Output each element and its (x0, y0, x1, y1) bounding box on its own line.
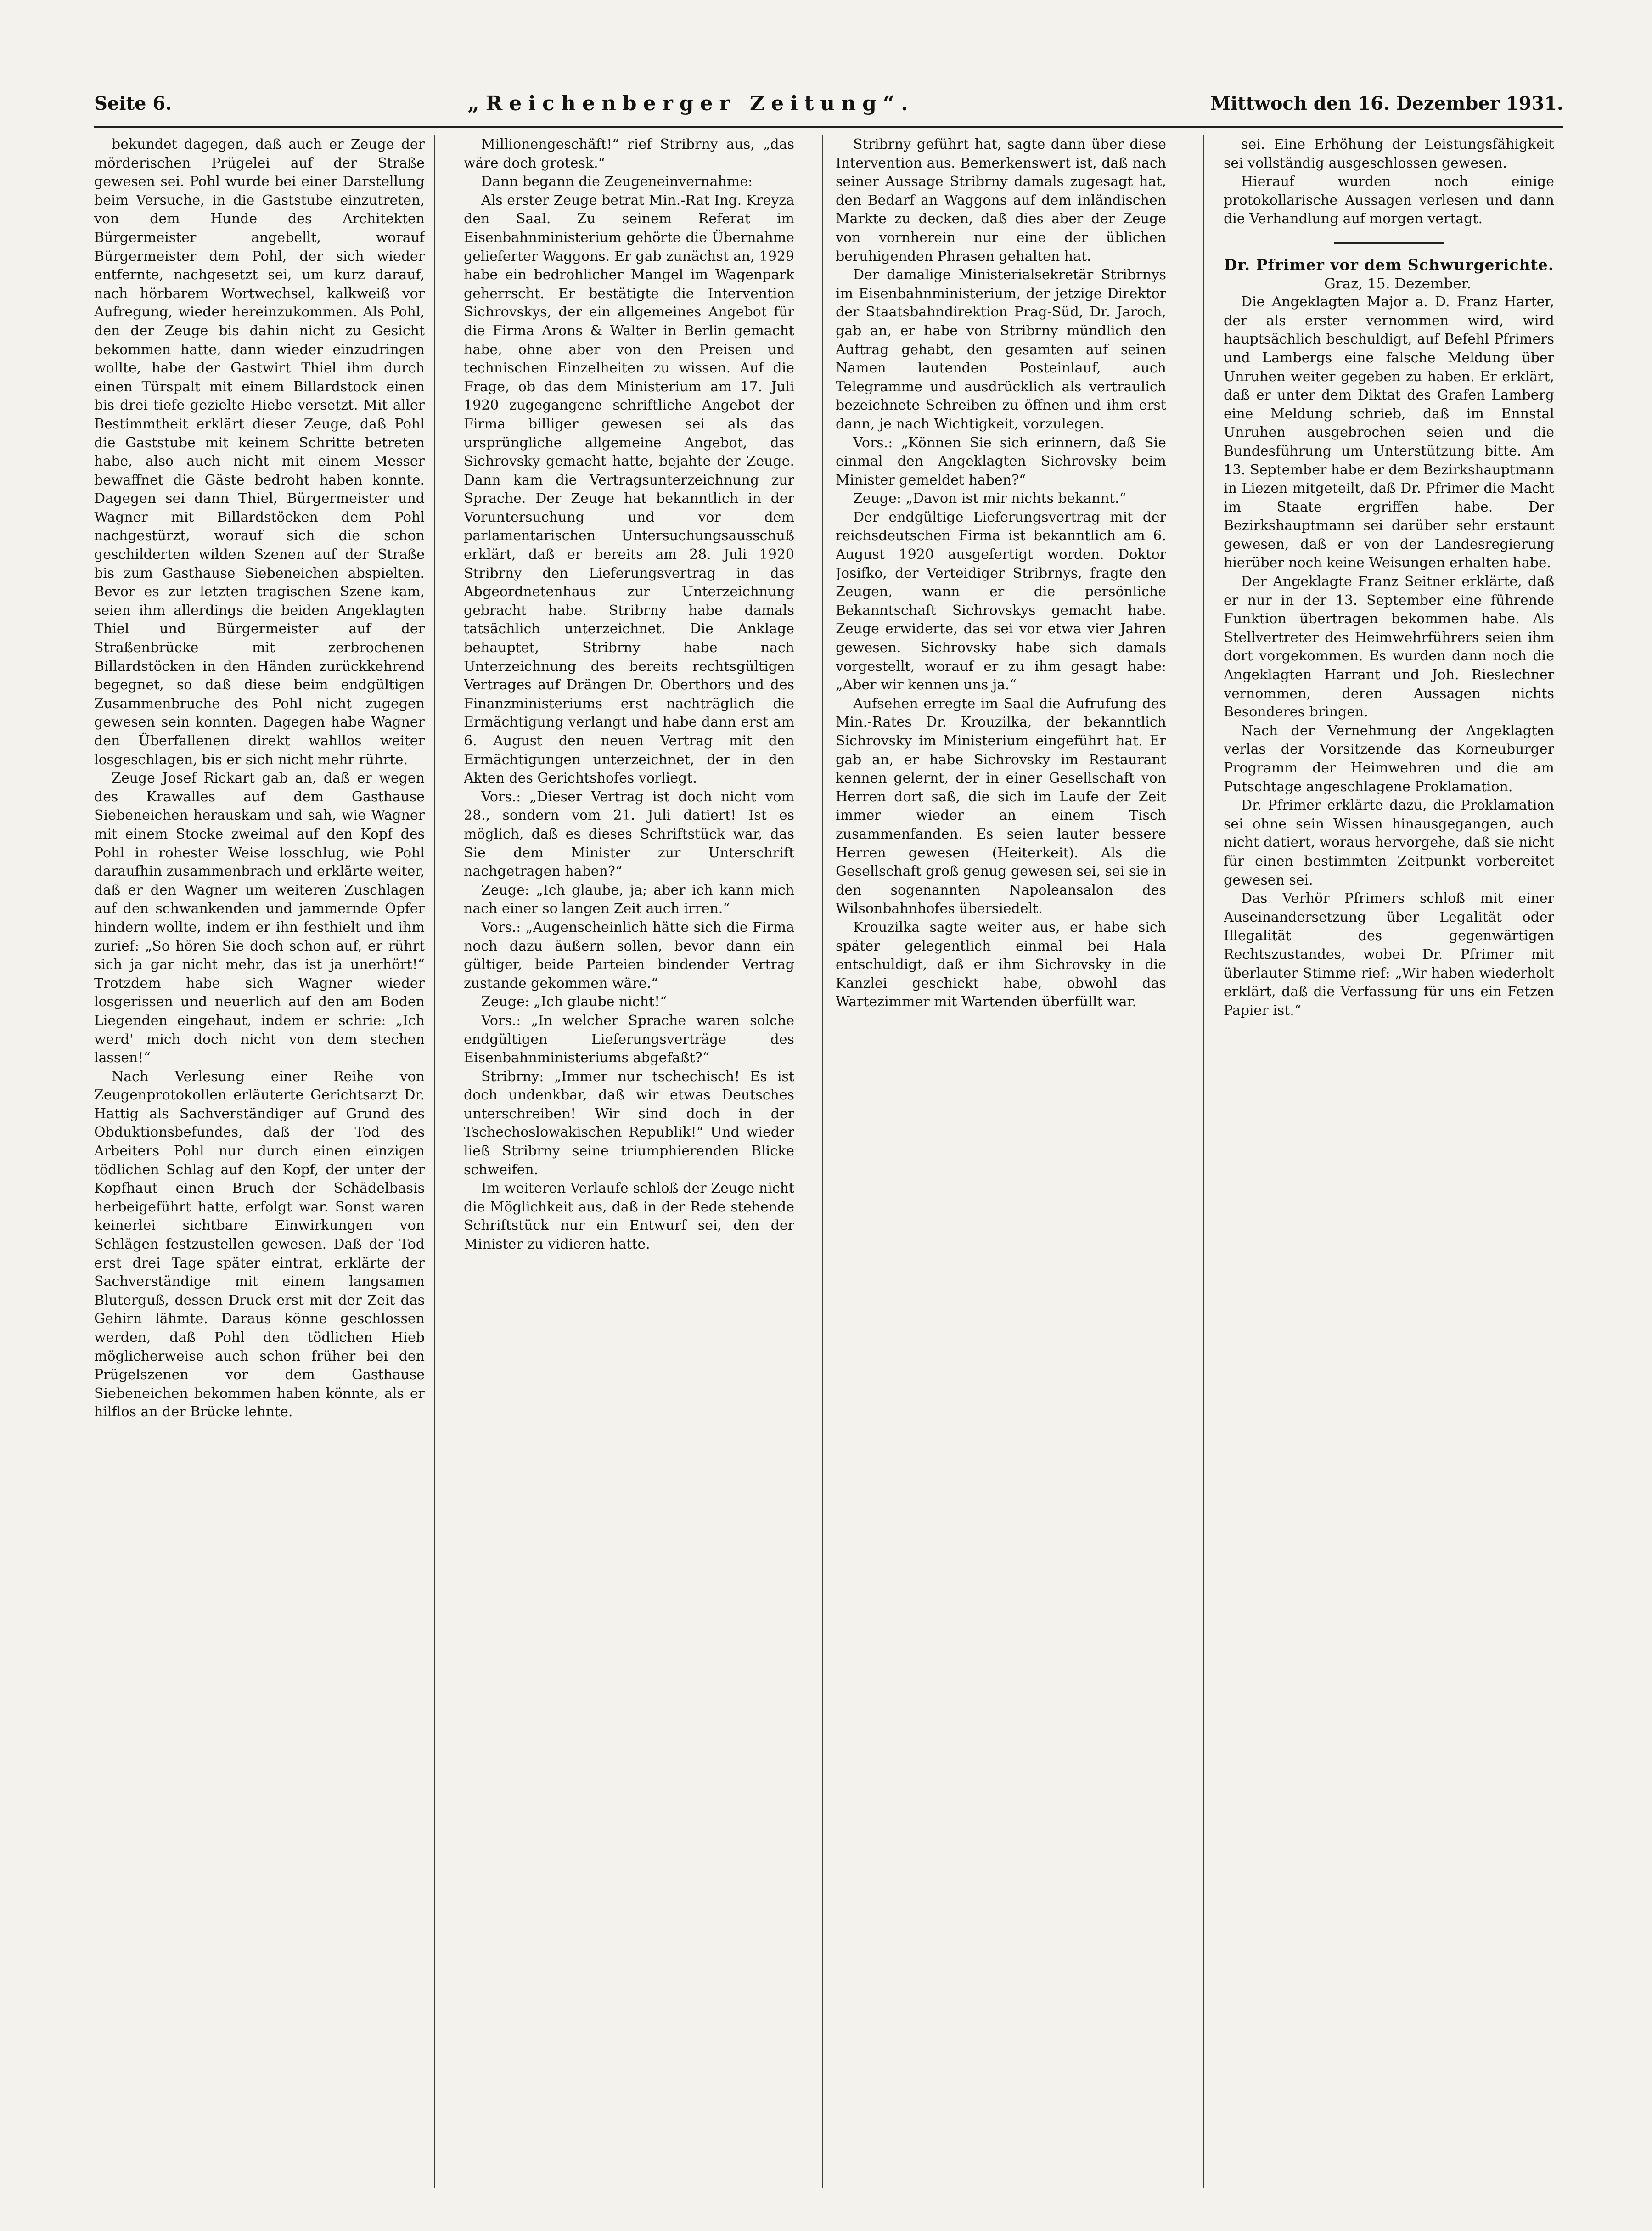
paragraph: Stribrny geführt hat, sagte dann über diese Intervention aus. Bemerkenswert ist, daß nach seiner Aussage Stribrny damals zugesagt hat, den Bedarf an Waggons auf dem inländischen Markte zu decken, daß dies aber der Zeuge von vornherein nur eine der üblichen beruhigenden Phrasen gehalten hat. (836, 136, 1166, 265)
column-2 (464, 135, 794, 2193)
paragraph: Die Angeklagten Major a. D. Franz Harter, der als erster vernommen wird, wird hauptsächlich beschuldigt, auf Befehl Pfrimers und Lambergs eine falsche Meldung über Unruhen weiter gegeben zu haben. Er erklärt, daß er unter dem Diktat des Grafen Lamberg eine Meldung schrieb, daß im Ennstal Unruhen ausgebrochen seien und die Bundesführung um Unterstützung bitte. Am 13. September habe er dem Bezirkshauptmann in Liezen mitgeteilt, daß Dr. Pfrimer die Macht im Staate ergriffen habe. Der Bezirkshauptmann sei darüber sehr erstaunt gewesen, daß er von der Landesregierung hierüber noch keine Weisungen erhalten habe. (1224, 294, 1554, 571)
column-3 (836, 135, 1166, 2193)
paragraph: Der Angeklagte Franz Seitner erklärte, daß er nur in der 13. September eine führende Funktion übertragen bekommen habe. Als Stellvertreter des Heimwehrführers seien ihm dort vorgekommen. Es wurden dann noch die Angeklagten Harrant und Joh. Rieslechner vernommen, deren Aussagen nichts Besonderes bringen. (1224, 574, 1554, 721)
paragraph: Vors.: „Können Sie sich erinnern, daß Sie einmal den Angeklagten Sichrovsky beim Minister gemeldet haben?“ (836, 434, 1166, 488)
paragraph: Vors.: „Augenscheinlich hätte sich die Firma noch dazu äußern sollen, bevor dann ein gültiger, beide Parteien bindender Vertrag zustande gekommen wäre.“ (464, 919, 794, 992)
paragraph: Dann begann die Zeugeneinvernahme: (481, 174, 753, 190)
paragraph: Nach Verlesung einer Reihe von Zeugenprotokollen erläuterte Gerichtsarzt Dr. Hattig als Sachverständiger auf Grund des Obduktionsbefundes, daß der Tod des Arbeiters Pohl nur durch einen einzigen tödlichen Schlag auf den Kopf, der unter der Kopfhaut einen Bruch der Schädelbasis herbeigeführt hatte, erfolgt war. Sonst waren keinerlei sichtbare Einwirkungen von Schlägen festzustellen gewesen. Daß der Tod erst drei Tage später eintrat, erklärte der Sachverständige mit einem langsamen Bluterguß, dessen Druck erst mit der Zeit das Gehirn lähmte. Daraus könne geschlossen werden, daß Pohl den tödlichen Hieb möglicherweise auch schon früher bei den Prügelszenen vor dem Gasthause Siebeneichen bekommen haben könnte, als er hilflos an der Brücke lehnte. (94, 1068, 425, 1420)
column-divider (434, 135, 435, 2188)
paragraph: Zeuge: „Ich glaube, ja; aber ich kann mich nach einer so langen Zeit auch irren.“ (464, 882, 794, 917)
article-separator (1334, 242, 1444, 244)
paragraph: Vors.: „In welcher Sprache waren solche endgültigen Lieferungsverträge des Eisenbahnministeriums abgefaßt?“ (464, 1012, 794, 1066)
paragraph: Hierauf wurden noch einige protokollarische Aussagen verlesen und dann die Verhandlung auf morgen vertagt. (1224, 174, 1554, 227)
paragraph: bekundet dagegen, daß auch er Zeuge der mörderischen Prügelei auf der Straße gewesen sei. Pohl wurde bei einer Darstellung beim Versuche, in die Gaststube einzutreten, von dem Hunde des Architekten Bürgermeister angebellt, worauf Bürgermeister dem Pohl, der sich wieder entfernte, nachgesetzt sei, um kurz darauf, nach hörbarem Wortwechsel, kalkweiß vor Aufregung, wieder hereinzukommen. Als Pohl, den der Zeuge bis dahin nicht zu Gesicht bekommen hatte, dann wieder einzudringen wollte, habe der Gastwirt Thiel ihm durch einen Türspalt mit einem Billardstock einen bis drei tiefe gezielte Hiebe versetzt. Mit aller Bestimmtheit erklärt dieser Zeuge, daß Pohl die Gaststube mit keinem Schritte betreten habe, also auch nicht mit einem Messer bewaffnet die Gäste bedroht haben konnte. Dagegen sei dann Thiel, Bürgermeister und Wagner mit Billardstöcken dem Pohl nachgestürzt, worauf sich die schon geschilderten wilden Szenen auf der Straße bis zum Gasthause Siebeneichen abspielten. Bevor es zur letzten tragischen Szene kam, seien ihm allerdings die beiden Angeklagten Thiel und Bürgermeister auf der Straßenbrücke mit zerbrochenen Billardstöcken in den Händen zurückkehrend begegnet, so daß diese beim endgültigen Zusammenbruche des Pohl nicht zugegen gewesen sein konnten. Dagegen habe Wagner den Überfallenen direkt wahllos weiter losgeschlagen, bis er sich nicht mehr rührte. (94, 136, 425, 768)
paragraph: Zeuge Josef Rickart gab an, daß er wegen des Krawalles auf dem Gasthause Siebeneichen herauskam und sah, wie Wagner mit einem Stocke zweimal auf den Kopf des Pohl in rohester Weise losschlug, wie Pohl daraufhin zusammenbrach und erklärte weiter, daß er den Wagner um weiteren Zuschlagen auf den schwankenden und jammernde Opfer hindern wollte, indem er ihn festhielt und ihm zurief: „So hören Sie doch schon auf, er rührt sich ja gar nicht mehr, das ist ja unerhört!“ Trotzdem habe sich Wagner wieder losgerissen und neuerlich auf den am Boden Liegenden eingehaut, indem er schrie: „Ich werd' mich doch nicht von dem stechen lassen!“ (94, 770, 425, 1066)
column-1 (94, 135, 425, 2193)
paragraph: Stribrny: „Immer nur tschechisch! Es ist doch undenkbar, daß wir etwas Deutsches unterschreiben! Wir sind doch in der Tschechoslowakischen Republik!“ Und wieder ließ Stribrny seine triumphierenden Blicke schweifen. (464, 1068, 794, 1178)
masthead: „Reichenberger Zeitung“. (467, 91, 915, 115)
paragraph: Der damalige Ministerialsekretär Stribrnys im Eisenbahnministerium, der jetzige Direktor der Staatsbahndirektion Prag-Süd, Dr. Jaroch, gab an, er habe von Stribrny mündlich den Auftrag gehabt, den gesamten auf seinen Namen lautenden Posteinlauf, auch Telegramme und ausdrücklich als vertraulich bezeichnete Schreiben zu öffnen und ihm erst dann, je nach Wichtigkeit, vorzulegen. (836, 267, 1166, 432)
paragraph: sei. Eine Erhöhung der Leistungsfähigkeit sei vollständig ausgeschlossen gewesen. (1224, 136, 1554, 171)
paragraph: Vors.: „Dieser Vertrag ist doch nicht vom 28., sondern vom 21. Juli datiert! Ist es möglich, daß es dieses Schriftstück war, das Sie dem Minister zur Unterschrift nachgetragen haben?“ (464, 789, 794, 880)
column-divider (1203, 135, 1204, 2188)
page-number: Seite 6. (94, 92, 172, 114)
paragraph: Aufsehen erregte im Saal die Aufrufung des Min.-Rates Dr. Krouzilka, der bekanntlich Sichrovsky im Ministerium eingeführt hat. Er gab an, er habe Sichrovsky im Restaurant kennen gelernt, der in einer Gesellschaft von Herren dort saß, die sich im Laufe der Zeit immer wieder an einem Tisch zusammenfanden. Es seien lauter bessere Herren gewesen (Heiterkeit). Als die Gesellschaft groß genug gewesen sei, sei sie in den sogenannten Napoleansalon des Wilsonbahnhofes übersiedelt. (836, 695, 1166, 917)
page-header (94, 85, 1563, 122)
column-divider (822, 135, 823, 2188)
paragraph: Das Verhör Pfrimers schloß mit einer Auseinandersetzung über Legalität oder Illegalität des gegenwärtigen Rechtszustandes, wobei Dr. Pfrimer mit überlauter Stimme rief: „Wir haben wiederholt erklärt, daß die Verfassung für uns ein Fetzen Papier ist.“ (1224, 890, 1554, 1019)
paragraph: Nach der Vernehmung der Angeklagten verlas der Vorsitzende das Korneuburger Programm der Heimwehren und die am Putschtage angeschlagene Proklamation. (1224, 722, 1554, 795)
article-dateline: Graz, 15. Dezember. (1324, 275, 1471, 292)
paragraph: Als erster Zeuge betrat Min.-Rat Ing. Kreyza den Saal. Zu seinem Referat im Eisenbahnministerium gehörte die Übernahme gelieferter Waggons. Er gab zunächst an, 1929 habe ein bedrohlicher Mangel im Wagenpark geherrscht. Er bestätigte die Intervention Sichrovskys, der ein allgemeines Angebot für die Firma Arons & Walter in Berlin gemacht habe, ohne aber von den Preisen und technischen Einzelheiten zu wissen. Auf die Frage, ob das dem Ministerium am 17. Juli 1920 zugegangene schriftliche Angebot der Firma billiger gewesen sei als das ursprüngliche allgemeine Angebot, das Sichrovsky gemacht hatte, bejahte der Zeuge. Dann kam die Vertragsunterzeichnung zur Sprache. Der Zeuge hat bekanntlich in der Voruntersuchung und vor dem parlamentarischen Untersuchungsausschuß erklärt, daß er bereits am 28. Juli 1920 Stribrny den Lieferungsvertrag in das Abgeordnetenhaus zur Unterzeichnung gebracht habe. Stribrny habe damals tatsächlich unterzeichnet. Die Anklage behauptet, Stribrny habe nach Unterzeichnung des bereits rechtsgültigen Vertrages auf Drängen Dr. Oberthors und des Finanzministeriums erst nachträglich die Ermächtigung verlangt und habe dann erst am 6. August den neuen Vertrag mit den Ermächtigungen unterzeichnet, der in den Akten des Gerichtshofes vorliegt. (464, 192, 794, 787)
paragraph: Krouzilka sagte weiter aus, er habe sich später gelegentlich einmal bei Hala entschuldigt, daß er ihm Sichrovsky in die Kanzlei geschickt habe, obwohl das Wartezimmer mit Wartenden überfüllt war. (836, 919, 1166, 1010)
issue-date: Mittwoch den 16. Dezember 1931. (1210, 92, 1563, 114)
paragraph: Zeuge: „Davon ist mir nichts bekannt.“ (853, 490, 1126, 507)
paragraph: Millionengeschäft!“ rief Stribrny aus, „das wäre doch grotesk.“ (464, 136, 794, 171)
paragraph: Im weiteren Verlaufe schloß der Zeuge nicht die Möglichkeit aus, daß in der Rede stehende Schriftstück nur ein Entwurf sei, den der Minister zu vidieren hatte. (464, 1180, 794, 1253)
article-title: Dr. Pfrimer vor dem Schwurgerichte. (1224, 255, 1554, 274)
paragraph: Dr. Pfrimer erklärte dazu, die Proklamation sei ohne sein Wissen hinausgegangen, auch nicht datiert, woraus hervorgehe, daß sie nicht für einen bestimmten Zeitpunkt vorbereitet gewesen sei. (1224, 797, 1554, 888)
column-4 (1224, 135, 1554, 2193)
paragraph: Der endgültige Lieferungsvertrag mit der reichsdeutschen Firma ist bekanntlich am 6. August 1920 ausgefertigt worden. Doktor Josifko, der Verteidiger Stribrnys, fragte den Zeugen, wann er die persönliche Bekanntschaft Sichrovskys gemacht habe. Zeuge erwiderte, das sei vor etwa vier Jahren gewesen. Sichrovsky habe sich damals vorgestellt, worauf er zu ihm gesagt habe: „Aber wir kennen uns ja.“ (836, 509, 1166, 693)
header-rule (94, 126, 1563, 128)
paragraph: Zeuge: „Ich glaube nicht!“ (481, 994, 667, 1010)
